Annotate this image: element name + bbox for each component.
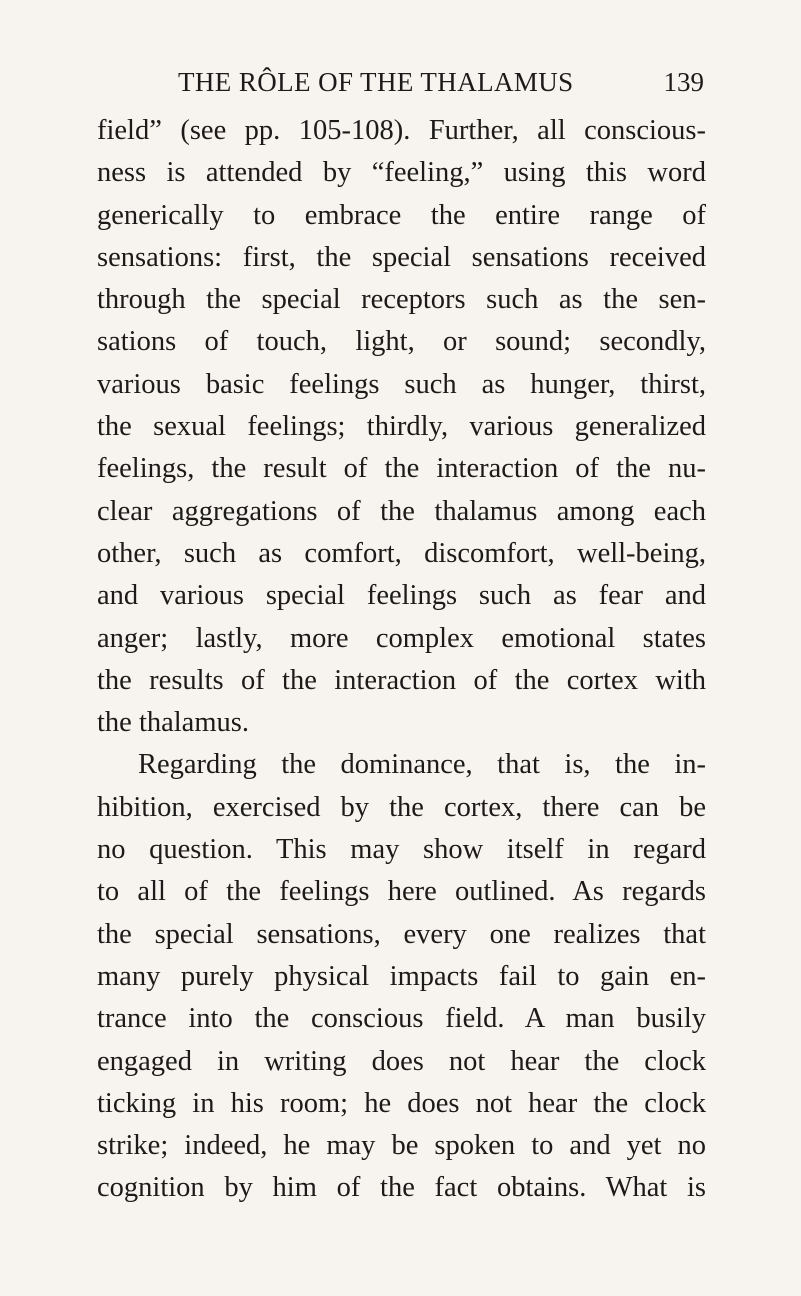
text-line: sensations: first, the special sensations received xyxy=(97,241,706,273)
running-title: THE RÔLE OF THE THALAMUS xyxy=(178,67,574,97)
text-line: hibition, exercised by the cortex, there can be xyxy=(97,791,706,823)
text-line: various basic feelings such as hunger, thirst, xyxy=(97,368,706,400)
text-line: the sexual feelings; thirdly, various generalized xyxy=(97,411,706,443)
body-text xyxy=(97,110,706,1210)
paragraph-start-line: Regarding the dominance, that is, the in- xyxy=(138,749,706,781)
paragraph-end-line: the thalamus. xyxy=(97,707,249,739)
running-header xyxy=(0,62,801,102)
text-line: the results of the interaction of the cortex with xyxy=(97,664,706,696)
text-line: the special sensations, every one realizes that xyxy=(97,918,706,950)
text-line: generically to embrace the entire range of xyxy=(97,199,706,231)
text-line: no question. This may show itself in regard xyxy=(97,834,706,866)
text-line: sations of touch, light, or sound; secondly, xyxy=(97,326,706,358)
text-line: other, such as comfort, discomfort, well-being, xyxy=(97,537,706,569)
text-line: cognition by him of the fact obtains. What is xyxy=(97,1172,706,1204)
text-line: field” (see pp. 105-108). Further, all conscious- xyxy=(97,115,706,146)
text-line: clear aggregations of the thalamus among each xyxy=(97,495,706,527)
text-line: strike; indeed, he may be spoken to and yet no xyxy=(97,1130,706,1162)
page-number: 139 xyxy=(663,67,704,97)
text-line: and various special feelings such as fear and xyxy=(97,580,706,612)
text-line: to all of the feelings here outlined. As regards xyxy=(97,876,706,908)
text-line: ticking in his room; he does not hear the clock xyxy=(97,1087,706,1119)
text-line: through the special receptors such as the sen- xyxy=(97,284,706,316)
text-line: many purely physical impacts fail to gain en- xyxy=(97,960,706,992)
text-line: engaged in writing does not hear the clock xyxy=(97,1045,706,1077)
text-line: ness is attended by “feeling,” using this word xyxy=(97,157,706,189)
text-line: anger; lastly, more complex emotional states xyxy=(97,622,706,654)
text-line: trance into the conscious field. A man busily xyxy=(97,1003,706,1035)
text-line: feelings, the result of the interaction of the nu- xyxy=(97,453,706,485)
